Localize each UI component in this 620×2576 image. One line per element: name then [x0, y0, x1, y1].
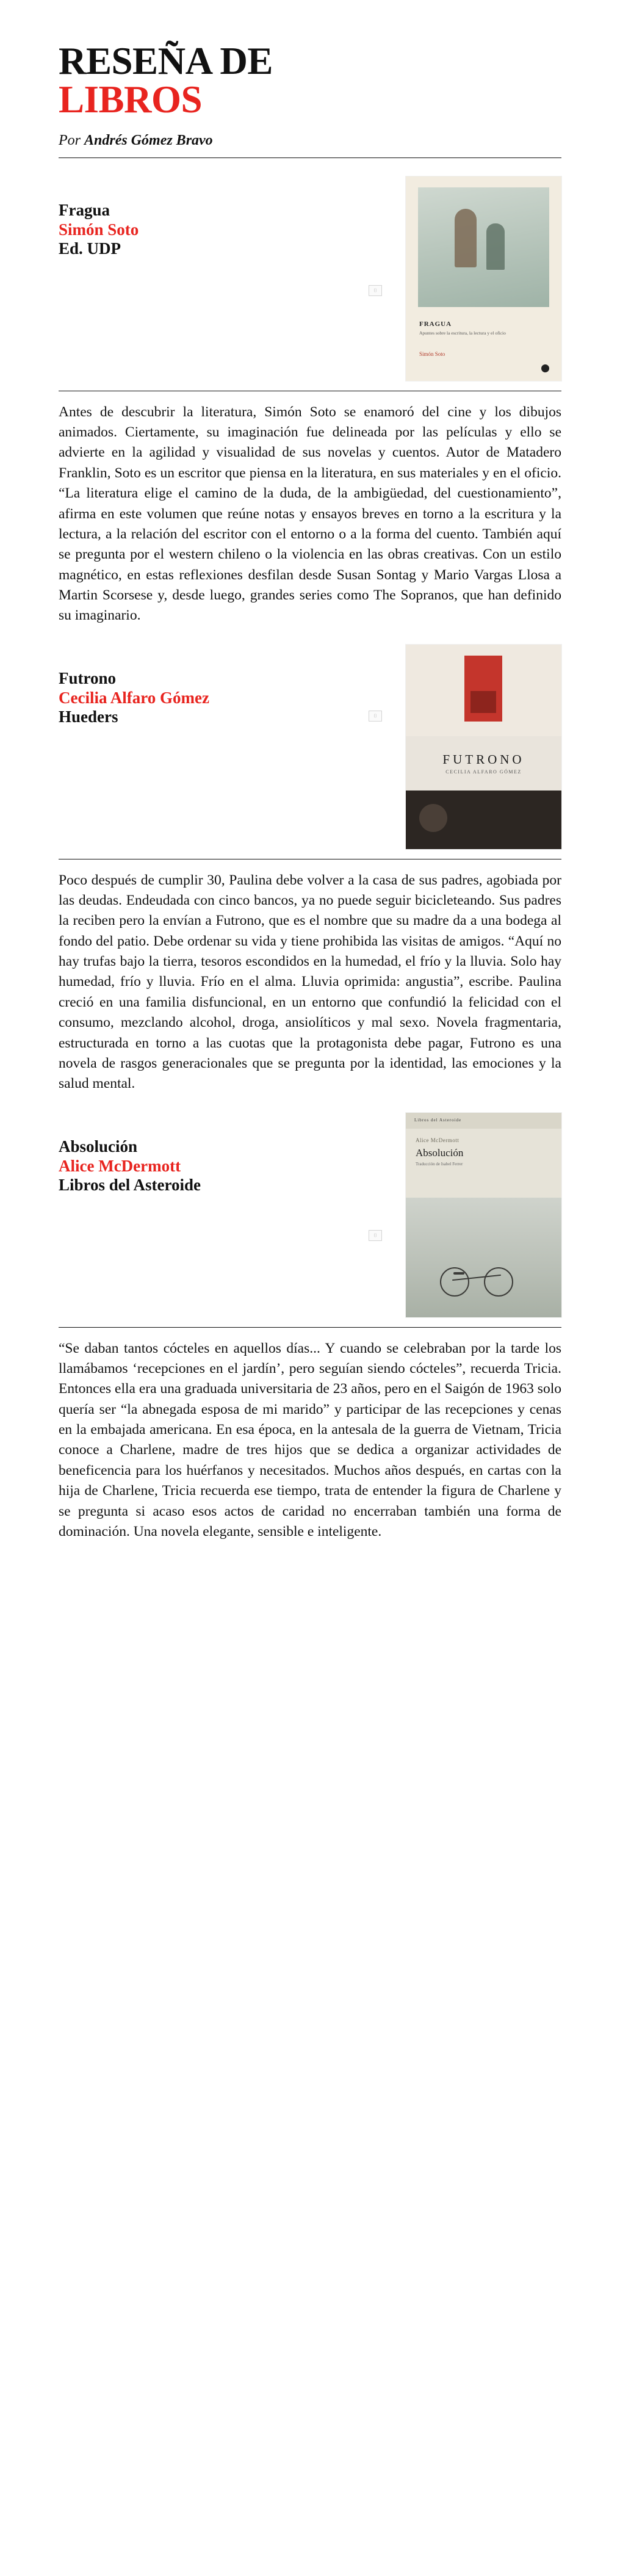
cover-author-text: Alice McDermott — [416, 1137, 460, 1143]
book-publisher: Libros del Asteroide — [59, 1176, 201, 1195]
cover-shape-red — [464, 656, 502, 722]
book-review-text: “Se daban tantos cócteles en aquellos días... Y cuando se celebraban por la tarde los llamábamos ‘recepciones en el jardín’, pero seguían siendo cócteles”, recuerda Tricia. Entonces ella era una graduada universitaria de 23 años, pero en el Saigón de 1963 solo quería ser “la abnegada esposa de mi marido” y participar de las recepciones y cenas en la embajada americana. En esa época, en la antesala de la guerra de Vietnam, Tricia conoce a Charlene, madre de tres hijos que se dedica a organizar actividades de beneficencia para los huérfanos y necesitados. Muchos años después, en cartas con la hija de Charlene, Tricia recuerda ese tiempo, trata de entender la figura de Charlene y se pregunta si acaso esos actos de caridad no encerraban también una forma de dominación. Una novela elegante, sensible e inteligente. — [59, 1340, 561, 1539]
cover-artwork — [418, 187, 549, 307]
image-placeholder-icon: ⌷ — [369, 711, 382, 722]
book-title-block — [59, 174, 254, 259]
book-cover-wrapper — [397, 1110, 561, 1317]
book-publisher: Hueders — [59, 707, 118, 726]
book-review-text: Poco después de cumplir 30, Paulina debe volver a la casa de sus padres, agobiada por las deudas. Endeudada con cinco bancos, ya no puede seguir bicicleteando. Sus padres la reciben pero la envían a Futrono, que es el nombre que su madre da a una bodega al fondo del patio. Debe ordenar su vida y tiene prohibida las visitas de amigos. “Aquí no hay trufas bajo la tierra, tesoros escondidos en la humedad, el frío y la lluvia. Solo hay humedad, frío y lluvia. Frío en el alma. Lluvia oprimida: angustia”, escribe. Paulina creció en una familia disfuncional, en un entorno que confundió la felicidad con el consumo, mezclando alcohol, droga, ansiolíticos y mal sexo. Novela fragmentaria, estructurada en torno a las cuotas que la protagonista debe pagar, Futrono es una novela de rasgos generacionales que se pregunta por la identidad, las emociones y la salud mental. — [59, 872, 561, 1092]
publisher-logo-icon — [541, 364, 549, 372]
book-title-block — [59, 642, 254, 728]
book-title: Absolución — [59, 1137, 138, 1156]
cover-title-text: FUTRONO — [442, 751, 525, 767]
bicycle-wheel-right-icon — [484, 1267, 513, 1297]
book-header — [59, 174, 561, 381]
book-entry-fragua — [59, 174, 561, 626]
book-publisher: Ed. UDP — [59, 239, 121, 258]
book-entry-futrono — [59, 642, 561, 1094]
masthead-line-2: LIBROS — [59, 78, 203, 121]
image-placeholder-icon: ⌷ — [369, 1230, 382, 1241]
cover-dark-panel — [406, 791, 561, 849]
cover-title-text: Absolución — [416, 1146, 464, 1159]
byline-prefix: Por — [59, 132, 84, 148]
image-placeholder-icon: ⌷ — [369, 285, 382, 296]
cover-artwork — [406, 1198, 561, 1317]
byline — [59, 132, 561, 149]
book-cover-wrapper — [397, 174, 561, 381]
bicycle-icon — [440, 1262, 513, 1297]
book-author: Alice McDermott — [59, 1156, 181, 1175]
bicycle-seat-icon — [453, 1272, 464, 1275]
masthead-line-1: RESEÑA DE — [59, 40, 273, 82]
cover-subtitle-text: Apuntes sobre la escritura, la lectura y el oficio — [419, 330, 506, 336]
book-header — [59, 642, 561, 849]
book-header — [59, 1110, 561, 1317]
masthead — [59, 40, 561, 121]
divider-top — [59, 157, 561, 158]
divider-book-3 — [59, 1327, 561, 1328]
book-title: Fragua — [59, 200, 110, 219]
book-title-block — [59, 1110, 254, 1196]
byline-author: Andrés Gómez Bravo — [84, 132, 213, 148]
book-author: Simón Soto — [59, 220, 139, 239]
cover-subtitle-text: Traducción de Isabel Ferrer — [416, 1161, 463, 1167]
book-cover-image — [406, 1113, 561, 1317]
book-cover-image — [406, 176, 561, 381]
book-review-text: Antes de descubrir la literatura, Simón Soto se enamoró del cine y los dibujos animados. Ciertamente, su imaginación fue delineada por las películas y ello se advierte en la agilidad y visualidad de sus novelas y cuentos. Autor de Matadero Franklin, Soto es un escritor que piensa en la literatura, en sus materiales y en el oficio. “La literatura elige el camino de la duda, de la ambigüedad, del cuestionamiento”, afirma en este volumen que reúne notas y ensayos breves en torno a la escritura y la lectura, a la relación del escritor con el entorno o a la forma del cuento. También aquí se pregunta por el western chileno o la violencia en las obras creativas. Con un estilo magnético, en estas reflexiones desfilan desde Susan Sontag y Mario Vargas Llosa a Martin Scorsese y, desde luego, grandes series como The Sopranos, que han definido su imaginario. — [59, 403, 561, 624]
book-entry-absolucion — [59, 1110, 561, 1543]
book-title: Futrono — [59, 668, 117, 687]
cover-publisher-text: Libros del Asteroide — [414, 1117, 462, 1123]
cover-author-text: Simón Soto — [419, 350, 445, 357]
book-cover-image — [406, 645, 561, 849]
cover-subtitle-text: CECILIA ALFARO GÓMEZ — [445, 769, 522, 775]
cover-title-text: FRAGUA — [419, 320, 452, 328]
bicycle-wheel-left-icon — [440, 1267, 469, 1297]
book-cover-wrapper — [397, 642, 561, 849]
book-author: Cecilia Alfaro Gómez — [59, 688, 209, 707]
